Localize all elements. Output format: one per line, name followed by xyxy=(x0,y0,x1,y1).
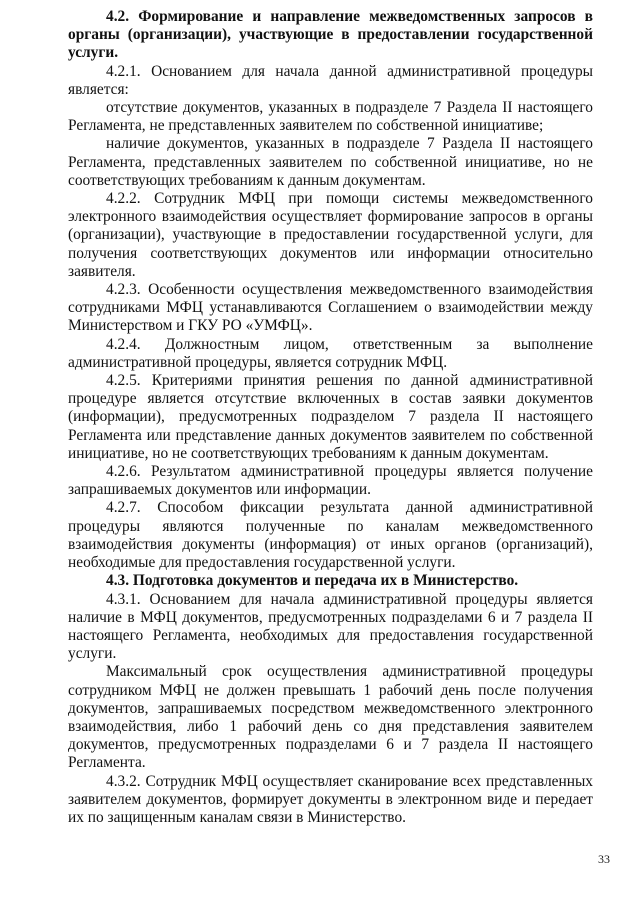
paragraph-4-2-2: 4.2.2. Сотрудник МФЦ при помощи системы межведомственного электронного взаимодействия осуществляет формирование запросов в органы (организации), участвующие в предоставлении государственной услуги, для получения соответствующих документов или информации относительно заявителя. xyxy=(68,190,593,280)
page-number: 33 xyxy=(598,852,610,866)
paragraph-4-3-2: 4.3.2. Сотрудник МФЦ осуществляет сканирование всех представленных заявителем документов, формирует документы в электронном виде и передает их по защищенным каналам связи в Министерство. xyxy=(68,772,593,826)
paragraph-4-2-5: 4.2.5. Критериями принятия решения по данной административной процедуре является отсутствие включенных в состав заявки документов (информации), предусмотренных подразделом 7 раздела II настоящего Регламента или представление данных документов заявителем по собственной инициативе, но не соответствующих требованиям к данным документам. xyxy=(68,372,593,462)
section-heading-4-2: 4.2. Формирование и направление межведомственных запросов в органы (организации), участвующие в предоставлении государственной услуги. xyxy=(68,8,593,62)
paragraph-4-2-6: 4.2.6. Результатом административной процедуры является получение запрашиваемых документов или информации. xyxy=(68,463,593,499)
section-heading-4-3: 4.3. Подготовка документов и передача их в Министерство. xyxy=(106,572,519,590)
paragraph-4-2-1-item-presence: наличие документов, указанных в подразделе 7 Раздела II настоящего Регламента, представленных заявителем по собственной инициативе, но не соответствующих требованиям к данным документам. xyxy=(68,135,593,189)
paragraph-4-2-1-item-absence: отсутствие документов, указанных в подразделе 7 Раздела II настоящего Регламента, не представленных заявителем по собственной инициативе; xyxy=(68,99,593,135)
paragraph-4-2-7: 4.2.7. Способом фиксации результата данной административной процедуры являются полученные по каналам межведомственного взаимодействия документы (информация) от иных органов (организаций), необходимые для предоставления государственной услуги. xyxy=(68,499,593,572)
paragraph-4-2-3: 4.2.3. Особенности осуществления межведомственного взаимодействия сотрудниками МФЦ устанавливаются Соглашением о взаимодействии между Министерством и ГКУ РО «УМФЦ». xyxy=(68,281,593,335)
paragraph-4-2-4: 4.2.4. Должностным лицом, ответственным за выполнение административной процедуры, является сотрудник МФЦ. xyxy=(68,335,593,371)
paragraph-4-3-1: 4.3.1. Основанием для начала административной процедуры является наличие в МФЦ документов, предусмотренных подразделами 6 и 7 раздела II настоящего Регламента, необходимых для предоставления государственной услуги. xyxy=(68,590,593,663)
paragraph-4-2-1: 4.2.1. Основанием для начала данной административной процедуры является: xyxy=(68,62,593,98)
document-page xyxy=(68,8,593,827)
paragraph-4-3-1-max-term: Максимальный срок осуществления административной процедуры сотрудником МФЦ не должен превышать 1 рабочий день после получения документов, запрашиваемых посредством межведомственного электронного взаимодействия, либо 1 рабочий день со дня представления заявителем документов, предусмотренных подразделами 6 и 7 раздела II настоящего Регламента. xyxy=(68,663,593,772)
